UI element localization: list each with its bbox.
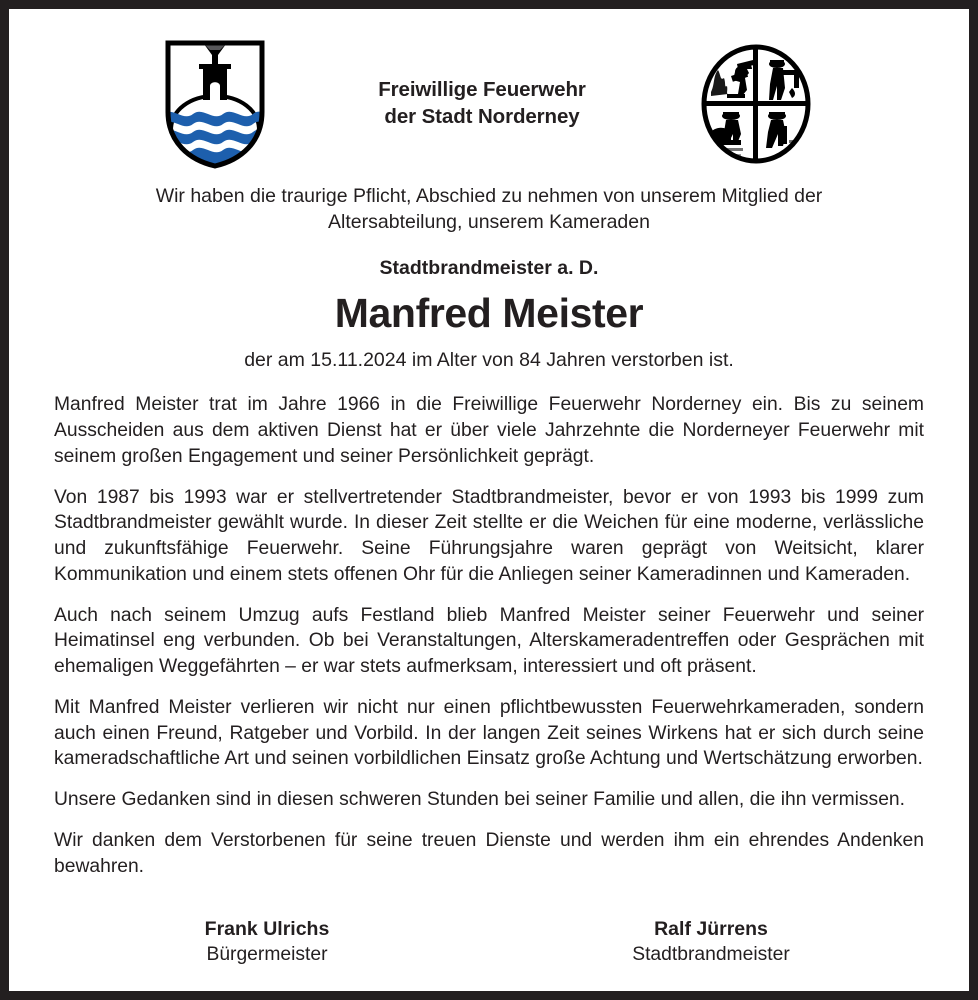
signature-block bbox=[45, 917, 933, 977]
signatory-role: Stadtbrandmeister bbox=[632, 943, 790, 965]
death-statement: der am 15.11.2024 im Alter von 84 Jahren verstorben ist. bbox=[244, 349, 734, 372]
organization-title bbox=[267, 77, 697, 130]
norderney-coat-of-arms-icon bbox=[163, 38, 267, 170]
signatory-role: Bürgermeister bbox=[206, 943, 328, 965]
organization-title-line2: der Stadt Norderney bbox=[384, 105, 580, 128]
signatory-name: Ralf Jürrens bbox=[654, 917, 768, 940]
body-paragraph: Von 1987 bis 1993 war er stellvertretender Stadtbrandmeister, bevor er von 1993 bis 1999 zum Stadtbrandmeister gewählt wurde. In dieser Zeit stellte er die Weichen für eine moderne, verlässliche und zukunftsfähige Feuerwehr. Seine Führungsjahre waren geprägt von Weitsicht, klarer Kommunikation und einem stets offenen Ohr für die Anliegen seiner Kameradinnen und Kameraden. bbox=[54, 486, 924, 585]
signature-entry bbox=[489, 917, 933, 967]
deceased-rank: Stadtbrandmeister a. D. bbox=[379, 257, 599, 280]
obituary-body bbox=[45, 392, 933, 879]
body-paragraph: Manfred Meister trat im Jahre 1966 in die Freiwillige Feuerwehr Norderney ein. Bis zu seinem Ausscheiden aus dem aktiven Dienst hat er über viele Jahrzehnte die Norderneyer Feuerwehr mit seinem großen Engagement und seiner Persönlichkeit geprägt. bbox=[54, 394, 924, 467]
notice-header bbox=[45, 31, 933, 171]
organization-title-line1: Freiwillige Feuerwehr bbox=[378, 78, 586, 102]
announcement-lead-line2: Altersabteilung, unserem Kameraden bbox=[328, 211, 650, 234]
signature-entry bbox=[45, 917, 489, 967]
body-paragraph: Wir danken dem Verstorbenen für seine treuen Dienste und werden ihm ein ehrendes Andenken bewahren. bbox=[54, 829, 924, 877]
body-paragraph: Auch nach seinem Umzug aufs Festland blieb Manfred Meister seiner Feuerwehr und seiner Heimatinsel eng verbunden. Ob bei Veranstaltungen, Alterskameradentreffen oder Gesprächen mit ehemaligen Weggefährten – er war stets aufmerksam, interessiert und oft präsent. bbox=[54, 604, 924, 678]
signatory-name: Frank Ulrichs bbox=[204, 917, 330, 940]
announcement-lead-line1: Wir haben die traurige Pflicht, Abschied zu nehmen von unserem Mitglied der bbox=[155, 185, 823, 207]
body-paragraph: Unsere Gedanken sind in diesen schweren Stunden bei seiner Familie und allen, die ihn vermissen. bbox=[54, 789, 906, 811]
notice-inner bbox=[9, 9, 969, 991]
body-paragraph: Mit Manfred Meister verlieren wir nicht nur einen pflichtbewussten Feuerwehrkameraden, sondern auch einen Freund, Ratgeber und Vorbild. In der langen Zeit seines Wirkens hat er sich durch seine kameradschaftliche Art und seinen vorbildlichen Einsatz große Achtung und Wertschätzung erworben. bbox=[54, 696, 924, 770]
feuerwehr-emblem-icon bbox=[697, 42, 815, 166]
deceased-name: Manfred Meister bbox=[334, 290, 644, 337]
announcement-lead bbox=[73, 183, 905, 235]
